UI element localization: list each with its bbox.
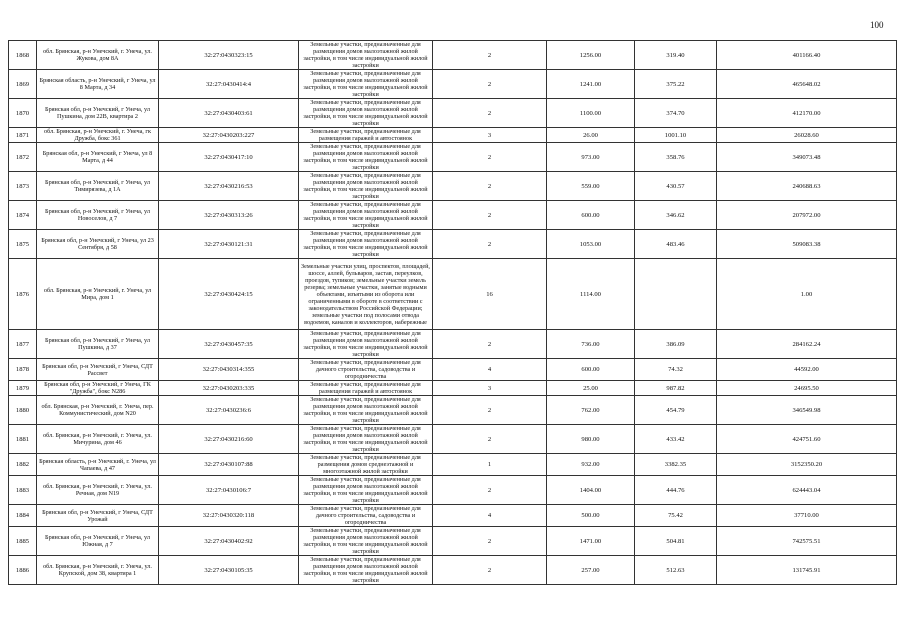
area-cell: 973.00 bbox=[547, 143, 635, 172]
cadastral-value-cell: 424751.60 bbox=[717, 425, 897, 454]
row-number: 1869 bbox=[9, 70, 37, 99]
table-row bbox=[9, 201, 897, 230]
row-number: 1874 bbox=[9, 201, 37, 230]
table-row bbox=[9, 556, 897, 585]
row-number: 1870 bbox=[9, 99, 37, 128]
cadastral-value-cell: 346549.98 bbox=[717, 396, 897, 425]
row-number: 1885 bbox=[9, 527, 37, 556]
area-cell: 1241.00 bbox=[547, 70, 635, 99]
cadastral-value-cell: 412170.00 bbox=[717, 99, 897, 128]
specific-value-cell: 444.76 bbox=[635, 476, 717, 505]
address-cell: обл. Брянская, р-н Унечский, г. Унеча, ул. Крупской, дом 38, квартира 1 bbox=[37, 556, 159, 585]
address-cell: Брянская область, р-н Унечский, г. Унеча, ул Чапаева, д 47 bbox=[37, 454, 159, 476]
row-number: 1873 bbox=[9, 172, 37, 201]
row-number: 1881 bbox=[9, 425, 37, 454]
area-cell: 980.00 bbox=[547, 425, 635, 454]
group-cell: 2 bbox=[433, 527, 547, 556]
group-cell: 3 bbox=[433, 381, 547, 396]
address-cell: Брянская обл, р-н Унечский, г Унеча, ул Тимирязева, д 1А bbox=[37, 172, 159, 201]
cadastral-value-cell: 401166.40 bbox=[717, 41, 897, 70]
cadastral-number-cell: 32:27:0430121:31 bbox=[159, 230, 299, 259]
land-use-cell: Земельные участки, предназначенные для размещения домов малоэтажной жилой застройки, в том числе индивидуальной жилой застройки bbox=[299, 143, 433, 172]
specific-value-cell: 483.46 bbox=[635, 230, 717, 259]
specific-value-cell: 987.82 bbox=[635, 381, 717, 396]
land-use-cell: Земельные участки, предназначенные для размещения домов малоэтажной жилой застройки, в том числе индивидуальной жилой застройки bbox=[299, 527, 433, 556]
address-cell: Брянская обл, р-н Унечский, г Унеча, СДТ Урожай bbox=[37, 505, 159, 527]
group-cell: 2 bbox=[433, 143, 547, 172]
area-cell: 1256.00 bbox=[547, 41, 635, 70]
cadastral-number-cell: 32:27:0430106:7 bbox=[159, 476, 299, 505]
address-cell: обл. Брянская, р-н Унечский, г. Унеча, ул. Речная, дом N19 bbox=[37, 476, 159, 505]
area-cell: 559.00 bbox=[547, 172, 635, 201]
land-use-cell: Земельные участки, предназначенные для размещения домов малоэтажной жилой застройки, в том числе индивидуальной жилой застройки bbox=[299, 99, 433, 128]
land-use-cell: Земельные участки, предназначенные для размещения гаражей и автостоянок bbox=[299, 381, 433, 396]
cadastral-number-cell: 32:27:0430402:92 bbox=[159, 527, 299, 556]
group-cell: 2 bbox=[433, 396, 547, 425]
area-cell: 1471.00 bbox=[547, 527, 635, 556]
cadastral-number-cell: 32:27:0430314:355 bbox=[159, 359, 299, 381]
specific-value-cell: 74.32 bbox=[635, 359, 717, 381]
group-cell: 2 bbox=[433, 330, 547, 359]
cadastral-value-cell: 37710.00 bbox=[717, 505, 897, 527]
cadastral-value-cell: 465648.02 bbox=[717, 70, 897, 99]
land-use-cell: Земельные участки, предназначенные для размещения домов малоэтажной жилой застройки, в том числе индивидуальной жилой застройки bbox=[299, 172, 433, 201]
area-cell: 600.00 bbox=[547, 201, 635, 230]
table-row bbox=[9, 128, 897, 143]
area-cell: 736.00 bbox=[547, 330, 635, 359]
cadastral-value-cell: 44592.00 bbox=[717, 359, 897, 381]
specific-value-cell: 319.40 bbox=[635, 41, 717, 70]
table-row bbox=[9, 381, 897, 396]
group-cell: 4 bbox=[433, 505, 547, 527]
group-cell: 2 bbox=[433, 230, 547, 259]
cadastral-number-cell: 32:27:0430424:15 bbox=[159, 259, 299, 330]
specific-value-cell: 346.62 bbox=[635, 201, 717, 230]
cadastral-number-cell: 32:27:0430417:10 bbox=[159, 143, 299, 172]
area-cell: 600.00 bbox=[547, 359, 635, 381]
specific-value-cell: 375.22 bbox=[635, 70, 717, 99]
land-use-cell: Земельные участки, предназначенные для дачного строительства, садоводства и огородничества bbox=[299, 505, 433, 527]
cadastral-value-cell: 24695.50 bbox=[717, 381, 897, 396]
cadastral-value-cell: 349073.48 bbox=[717, 143, 897, 172]
address-cell: обл. Брянская, р-н Унечский, г. Унеча, пер. Коммунистический, дом N20 bbox=[37, 396, 159, 425]
specific-value-cell: 430.57 bbox=[635, 172, 717, 201]
specific-value-cell: 3382.35 bbox=[635, 454, 717, 476]
group-cell: 2 bbox=[433, 41, 547, 70]
table-row bbox=[9, 527, 897, 556]
cadastral-number-cell: 32:27:0430236:6 bbox=[159, 396, 299, 425]
cadastral-number-cell: 32:27:0430107:88 bbox=[159, 454, 299, 476]
land-use-cell: Земельные участки улиц, проспектов, площадей, шоссе, аллей, бульваров, застав, переулков, проездов, тупиков; земельные участки земель резерва; земельные участки, занятые водными объектами, изъятыми из оборота или ограниченными в обороте в соответствии с законодательством Российской Федерации; земельные участки под полосами отвода водоемов, каналов и коллекторов, набережные bbox=[299, 259, 433, 330]
table-body bbox=[9, 41, 897, 585]
table-row bbox=[9, 41, 897, 70]
specific-value-cell: 386.09 bbox=[635, 330, 717, 359]
group-cell: 2 bbox=[433, 172, 547, 201]
cadastral-number-cell: 32:27:0430105:35 bbox=[159, 556, 299, 585]
row-number: 1868 bbox=[9, 41, 37, 70]
area-cell: 932.00 bbox=[547, 454, 635, 476]
land-use-cell: Земельные участки, предназначенные для размещения домов малоэтажной жилой застройки, в том числе индивидуальной жилой застройки bbox=[299, 476, 433, 505]
specific-value-cell: 504.81 bbox=[635, 527, 717, 556]
group-cell: 2 bbox=[433, 70, 547, 99]
row-number: 1877 bbox=[9, 330, 37, 359]
table-row bbox=[9, 99, 897, 128]
cadastral-value-cell: 742575.51 bbox=[717, 527, 897, 556]
area-cell: 500.00 bbox=[547, 505, 635, 527]
area-cell: 257.00 bbox=[547, 556, 635, 585]
cadastral-value-cell: 509083.38 bbox=[717, 230, 897, 259]
address-cell: Брянская обл, р-н Унечский, г Унеча, ул Новоселов, д 7 bbox=[37, 201, 159, 230]
land-use-cell: Земельные участки, предназначенные для размещения домов среднеэтажной и многоэтажной жилой застройки bbox=[299, 454, 433, 476]
cadastral-number-cell: 32:27:0430216:53 bbox=[159, 172, 299, 201]
land-use-cell: Земельные участки, предназначенные для размещения домов малоэтажной жилой застройки, в том числе индивидуальной жилой застройки bbox=[299, 396, 433, 425]
row-number: 1872 bbox=[9, 143, 37, 172]
table-row bbox=[9, 70, 897, 99]
address-cell: Брянская область, р-н Унечский, г Унеча, ул 8 Марта, д 34 bbox=[37, 70, 159, 99]
land-use-cell: Земельные участки, предназначенные для размещения домов малоэтажной жилой застройки, в том числе индивидуальной жилой застройки bbox=[299, 556, 433, 585]
cadastral-value-table bbox=[8, 40, 897, 585]
address-cell: Брянская обл, р-н Унечский, г Унеча, ул Пушкина, дом 22В, квартира 2 bbox=[37, 99, 159, 128]
area-cell: 1100.00 bbox=[547, 99, 635, 128]
area-cell: 1053.00 bbox=[547, 230, 635, 259]
group-cell: 2 bbox=[433, 425, 547, 454]
cadastral-value-cell: 131745.91 bbox=[717, 556, 897, 585]
table-row bbox=[9, 143, 897, 172]
cadastral-number-cell: 32:27:0430414:4 bbox=[159, 70, 299, 99]
land-use-cell: Земельные участки, предназначенные для размещения домов малоэтажной жилой застройки, в том числе индивидуальной жилой застройки bbox=[299, 425, 433, 454]
group-cell: 16 bbox=[433, 259, 547, 330]
specific-value-cell: 512.63 bbox=[635, 556, 717, 585]
row-number: 1875 bbox=[9, 230, 37, 259]
group-cell: 3 bbox=[433, 128, 547, 143]
row-number: 1884 bbox=[9, 505, 37, 527]
group-cell: 2 bbox=[433, 476, 547, 505]
land-use-cell: Земельные участки, предназначенные для размещения гаражей и автостоянок bbox=[299, 128, 433, 143]
land-use-cell: Земельные участки, предназначенные для размещения домов малоэтажной жилой застройки, в том числе индивидуальной жилой застройки bbox=[299, 201, 433, 230]
address-cell: обл. Брянская, р-н Унечский, г. Унеча, ул Мира, дом 1 bbox=[37, 259, 159, 330]
group-cell: 1 bbox=[433, 454, 547, 476]
land-use-cell: Земельные участки, предназначенные для размещения домов малоэтажной жилой застройки, в том числе индивидуальной жилой застройки bbox=[299, 330, 433, 359]
area-cell: 26.00 bbox=[547, 128, 635, 143]
specific-value-cell: 358.76 bbox=[635, 143, 717, 172]
row-number: 1878 bbox=[9, 359, 37, 381]
address-cell: Брянская обл, р-н Унечский, г Унеча, ул 23 Сентября, д 58 bbox=[37, 230, 159, 259]
group-cell: 2 bbox=[433, 99, 547, 128]
area-cell: 1114.00 bbox=[547, 259, 635, 330]
cadastral-value-cell: 26028.60 bbox=[717, 128, 897, 143]
cadastral-number-cell: 32:27:0430320:118 bbox=[159, 505, 299, 527]
cadastral-number-cell: 32:27:0430403:61 bbox=[159, 99, 299, 128]
table-row bbox=[9, 359, 897, 381]
specific-value-cell bbox=[635, 259, 717, 330]
table-row bbox=[9, 230, 897, 259]
cadastral-number-cell: 32:27:0430313:26 bbox=[159, 201, 299, 230]
row-number: 1879 bbox=[9, 381, 37, 396]
area-cell: 1404.00 bbox=[547, 476, 635, 505]
row-number: 1876 bbox=[9, 259, 37, 330]
address-cell: Брянская обл, р-н Унечский, г Унеча, ул Южная, д 7 bbox=[37, 527, 159, 556]
group-cell: 2 bbox=[433, 556, 547, 585]
row-number: 1871 bbox=[9, 128, 37, 143]
area-cell: 762.00 bbox=[547, 396, 635, 425]
address-cell: обл. Брянская, р-н Унечский, г. Унеча, ул. Жукова, дом 8А bbox=[37, 41, 159, 70]
table-row bbox=[9, 476, 897, 505]
specific-value-cell: 374.70 bbox=[635, 99, 717, 128]
cadastral-number-cell: 32:27:0430203:335 bbox=[159, 381, 299, 396]
cadastral-value-cell: 240688.63 bbox=[717, 172, 897, 201]
cadastral-value-cell: 207972.00 bbox=[717, 201, 897, 230]
address-cell: Брянская обл, р-н Унечский, г Унеча, ул 8 Марта, д 44 bbox=[37, 143, 159, 172]
specific-value-cell: 1001.10 bbox=[635, 128, 717, 143]
cadastral-number-cell: 32:27:0430203:227 bbox=[159, 128, 299, 143]
address-cell: обл. Брянская, р-н Унечский, г. Унеча, ул. Мичурина, дом 46 bbox=[37, 425, 159, 454]
row-number: 1883 bbox=[9, 476, 37, 505]
group-cell: 2 bbox=[433, 201, 547, 230]
table-row bbox=[9, 425, 897, 454]
group-cell: 4 bbox=[433, 359, 547, 381]
table-row bbox=[9, 396, 897, 425]
page-number: 100 bbox=[870, 20, 884, 30]
land-use-cell: Земельные участки, предназначенные для размещения домов малоэтажной жилой застройки, в том числе индивидуальной жилой застройки bbox=[299, 230, 433, 259]
address-cell: Брянская обл, р-н Унечский, г Унеча, ул Пушкина, д 37 bbox=[37, 330, 159, 359]
cadastral-value-cell: 284162.24 bbox=[717, 330, 897, 359]
table-row bbox=[9, 505, 897, 527]
row-number: 1882 bbox=[9, 454, 37, 476]
land-use-cell: Земельные участки, предназначенные для размещения домов малоэтажной жилой застройки, в том числе индивидуальной жилой застройки bbox=[299, 70, 433, 99]
cadastral-number-cell: 32:27:0430216:60 bbox=[159, 425, 299, 454]
specific-value-cell: 75.42 bbox=[635, 505, 717, 527]
land-use-cell: Земельные участки, предназначенные для размещения домов малоэтажной жилой застройки, в том числе индивидуальной жилой застройки bbox=[299, 41, 433, 70]
specific-value-cell: 454.79 bbox=[635, 396, 717, 425]
cadastral-number-cell: 32:27:0430323:15 bbox=[159, 41, 299, 70]
address-cell: Брянская обл, р-н Унечский, г Унеча, ГК "Дружба", бокс N286 bbox=[37, 381, 159, 396]
area-cell: 25.00 bbox=[547, 381, 635, 396]
table-row bbox=[9, 454, 897, 476]
address-cell: Брянская обл, р-н Унечский, г Унеча, СДТ Рассвет bbox=[37, 359, 159, 381]
address-cell: обл. Брянская, р-н Унечский, г. Унеча, гк Дружба, бокс 361 bbox=[37, 128, 159, 143]
cadastral-number-cell: 32:27:0430457:35 bbox=[159, 330, 299, 359]
table-row bbox=[9, 330, 897, 359]
row-number: 1880 bbox=[9, 396, 37, 425]
specific-value-cell: 433.42 bbox=[635, 425, 717, 454]
land-use-cell: Земельные участки, предназначенные для дачного строительства, садоводства и огородничества bbox=[299, 359, 433, 381]
table-row bbox=[9, 172, 897, 201]
cadastral-value-cell: 624443.04 bbox=[717, 476, 897, 505]
cadastral-value-cell: 3152350.20 bbox=[717, 454, 897, 476]
row-number: 1886 bbox=[9, 556, 37, 585]
table-row bbox=[9, 259, 897, 330]
cadastral-value-cell: 1.00 bbox=[717, 259, 897, 330]
